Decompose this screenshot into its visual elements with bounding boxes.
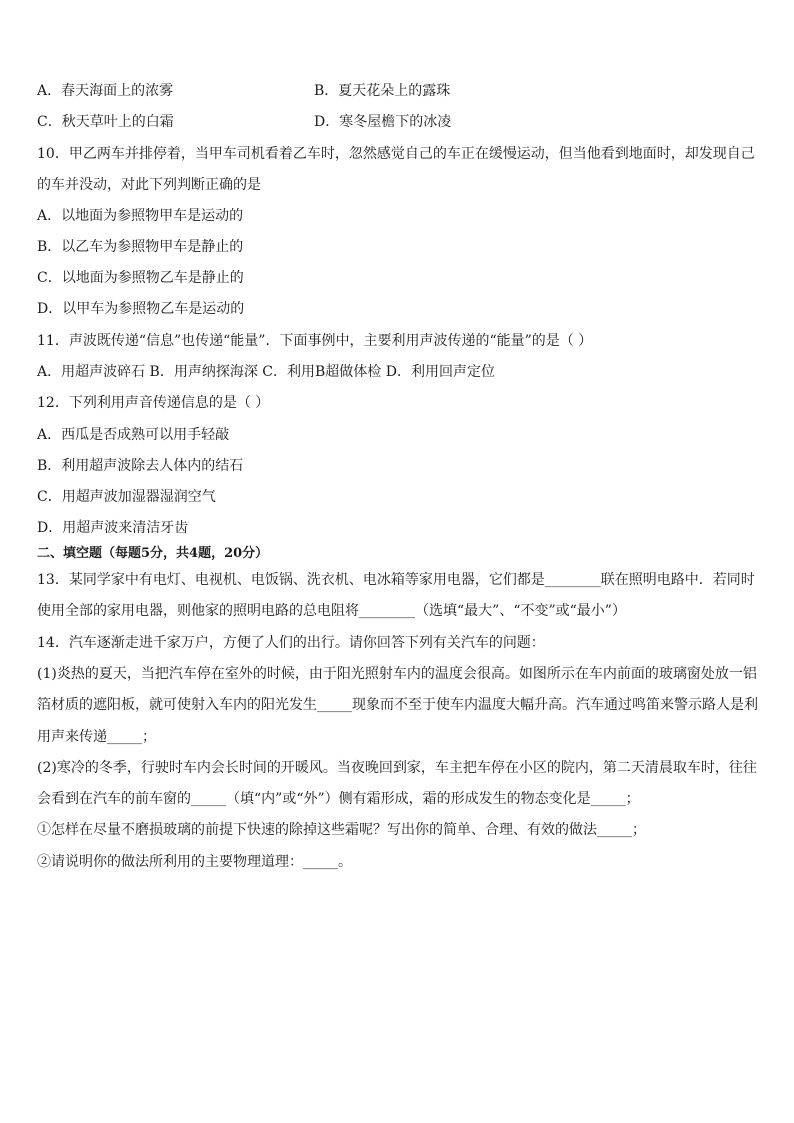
- q14-sub-question-1: ①怎样在尽量不磨损玻璃的前提下快速的除掉这些霜呢？写出你的简单、合理、有效的做法_____；: [37, 822, 646, 838]
- q12-stem: 12．下列利用声音传递信息的是（ ）: [37, 395, 270, 411]
- q10-option-c: C．以地面为参照物乙车是静止的: [37, 270, 244, 286]
- q9-option-b: B．夏天花朵上的露珠: [314, 83, 451, 99]
- q14-part1-line1: (1)炎热的夏天，当把汽车停在室外的时候，由于阳光照射车内的温度会很高。如图所示在车内前面的玻璃窗处放一铝: [37, 666, 757, 682]
- q14-part1-line2: 箔材质的遮阳板，就可使射入车内的阳光发生_____现象而不至于使车内温度大幅升高。汽车通过鸣笛来警示路人是利: [37, 697, 758, 713]
- q9-option-a: A．春天海面上的浓雾: [37, 83, 174, 99]
- q12-option-d: D．用超声波来清洁牙齿: [37, 520, 189, 536]
- q10-stem-line1: 10．甲乙两车并排停着，当甲车司机看着乙车时，忽然感觉自己的车正在缓慢运动，但当他看到地面时，却发现自己: [37, 146, 755, 162]
- q12-option-c: C．用超声波加湿器湿润空气: [37, 489, 216, 505]
- q10-option-b: B．以乙车为参照物甲车是静止的: [37, 239, 244, 255]
- q12-option-a: A．西瓜是否成熟可以用手轻敲: [37, 427, 230, 443]
- q14-part2-line2: 会看到在汽车的前车窗的_____（填“内”或“外”）侧有霜形成，霜的形成发生的物态变化是_____；: [37, 791, 640, 807]
- q13-line1: 13．某同学家中有电灯、电视机、电饭锅、洗衣机、电冰箱等家用电器，它们都是________联在照明电路中．若同时: [37, 572, 755, 588]
- q14-stem: 14．汽车逐渐走进千家万户，方便了人们的出行。请你回答下列有关汽车的问题：: [37, 635, 545, 651]
- q11-options: A．用超声波碎石 B．用声纳探海深 C．利用B超做体检 D．利用回声定位: [37, 364, 495, 380]
- q10-option-a: A．以地面为参照物甲车是运动的: [37, 208, 244, 224]
- q11-stem: 11．声波既传递“信息”也传递“能量”．下面事例中，主要利用声波传递的“能量”的是（ ）: [37, 333, 593, 349]
- q14-part2-line1: (2)寒冷的冬季，行驶时车内会长时间的开暖风。当夜晚回到家，车主把车停在小区的院内，第二天清晨取车时，往往: [37, 760, 757, 776]
- q9-option-d: D．寒冬屋檐下的冰凌: [314, 114, 452, 130]
- q9-option-c: C．秋天草叶上的白霜: [37, 114, 174, 130]
- section-heading: 二、填空题（每题5分，共4题，20分）: [37, 546, 269, 561]
- q10-option-d: D．以甲车为参照物乙车是运动的: [37, 301, 245, 317]
- q14-sub-question-2: ②请说明你的做法所利用的主要物理道理：_____。: [37, 854, 352, 870]
- q13-line2: 使用全部的家用电器，则他家的照明电路的总电阻将________（选填“最大”、“不变”或“最小”）: [37, 603, 626, 619]
- q14-part1-line3: 用声来传递_____；: [37, 729, 156, 745]
- q10-stem-line2: 的车并没动，对此下列判断正确的是: [37, 177, 261, 193]
- q12-option-b: B．利用超声波除去人体内的结石: [37, 458, 244, 474]
